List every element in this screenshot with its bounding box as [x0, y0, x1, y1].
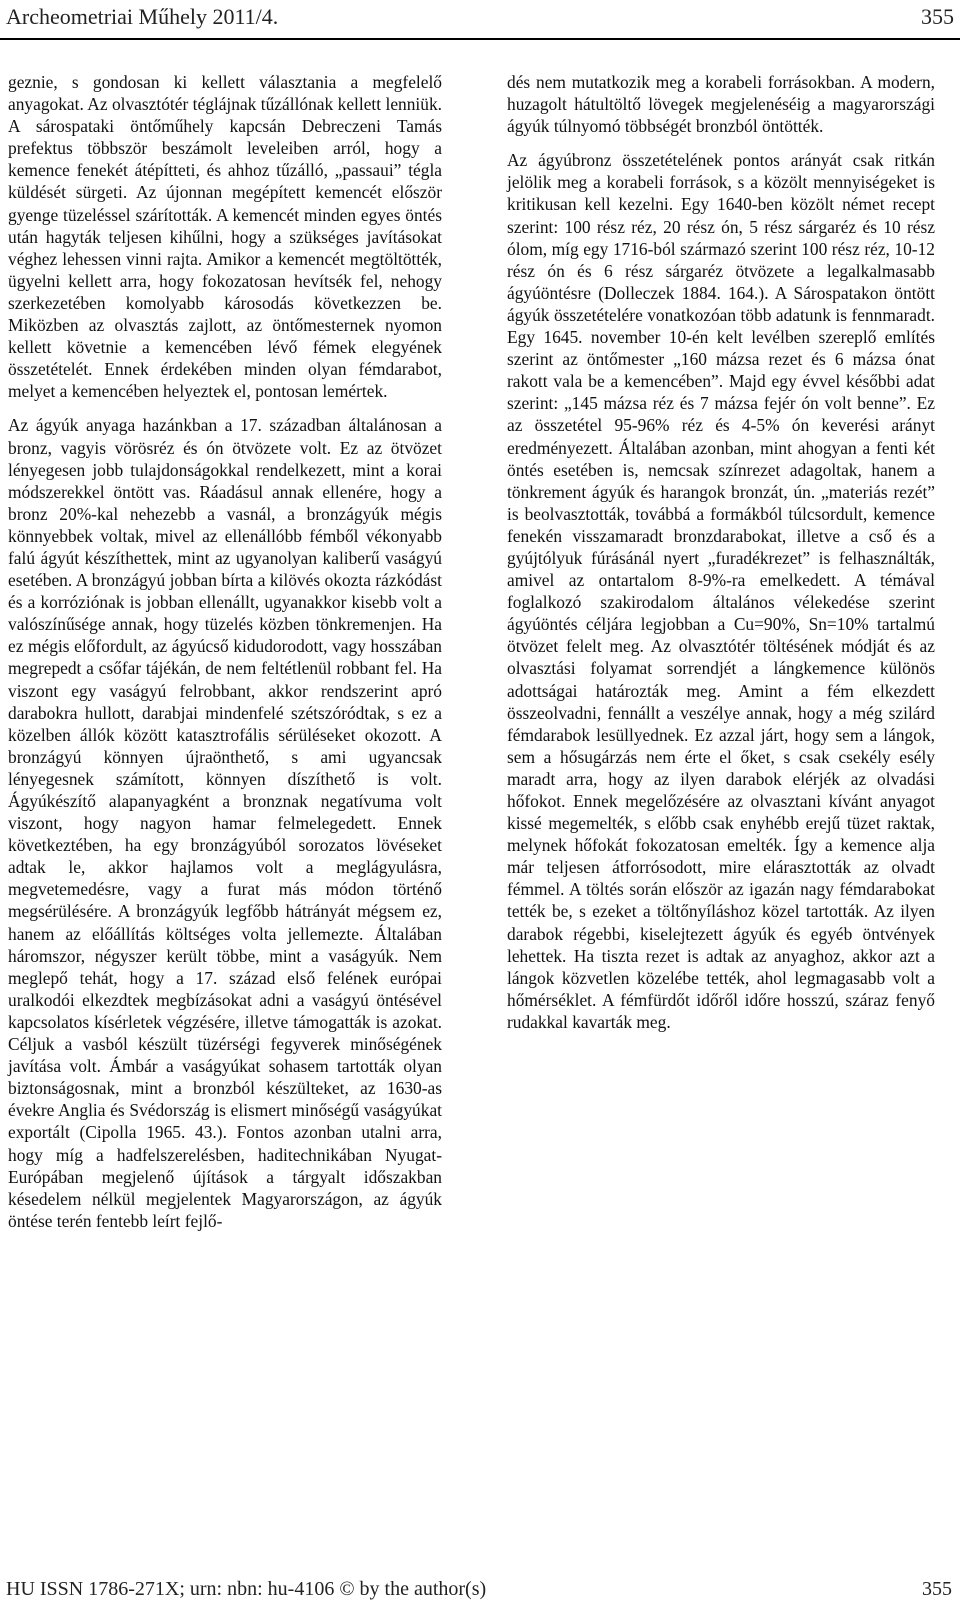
left-paragraph-2: Az ágyúk anyaga hazánkban a 17. században általánosan a bronz, vagyis vörösréz és ón ötvözete volt. Ez az ötvözet lényegesen jobb tulajdonságokkal rendelkezett, mint a korai módszerekkel öntött vas. Ráadásul annak ellenére, hogy a bronz 20%-kal nehezebb a vasnál, a bronzágyúk mégis könnyebbek voltak, mivel az ellenállóbb fémből vékonyabb falú ágyút készíthettek, mint az ugyanolyan kaliberű vaságyú esetében. A bronzágyú jobban bírta a kilövés okozta rázkódást és a korróziónak is jobban ellenállt, ugyanakkor kisebb volt a valószínűsége annak, hogy tüzelés közben tönkremenjen. Ha ez mégis előfordult, az ágyúcső kidudorodott, vagy hosszában megrepedt a csőfar tájékán, de nem feltétlenül robbant fel. Ha viszont egy vaságyú felrobbant, akkor rendszerint apró darabokra hullott, darabjai mindenfelé szétszóródtak, s ez a közelben állók között katasztrofális sérüléseket okozott. A bronzágyú könnyen újraönthető, s ami ugyancsak lényegesnek számított, könnyen díszíthető is volt. Ágyúkészítő alapanyagként a bronznak negatívuma volt viszont, hogy nagyon hamar felmelegedett. Ennek következtében, ha egy bronzágyúból sorozatos lövéseket adtak le, akkor hajlamos volt a meglágyulásra, megvetemedésre, vagy a furat más módon történő megsérülésére. A bronzágyúk legfőbb hátrányát mégsem ez, hanem az előállítás költséges volta jellemezte. Általában háromszor, négyszer került többe, mint a vaságyúk. Nem meglepő tehát, hogy a 17. század első felének európai uralkodói elkezdtek megbízásokat adni a vaságyú öntésével kapcsolatos kísérletek végzésére, illetve támogatták is azokat. Céljuk a vasból készült tüzérségi fegyverek minőségének javítása volt. Ámbár a vaságyúkat sohasem tartották olyan biztonságosnak, mint a bronzból készülteket, az 1630-as évekre Anglia és Svédország is elismert minőségű vaságyúkat exportált (Cipolla 1965. 43.). Fontos azonban utalni arra, hogy míg a hadfelszerelésben, haditechnikában Nyugat-Európában megjelenő újítások a tárgyalt időszakban késedelem nélkül megjelentek Magyarországon, az ágyúk öntése terén fentebb leírt fejlő- — [8, 415, 442, 1231]
header-page-number: 355 — [921, 4, 954, 29]
left-column — [8, 71, 442, 1244]
right-paragraph-2: Az ágyúbronz összetételének pontos arányát csak ritkán jelölik meg a korabeli források, s a közölt mennyiségeket is kritikusan kell kezelni. Egy 1640-ben közölt német recept szerint: 100 rész réz, 20 rész ón, 5 rész sárgaréz és 10 rész ólom, míg egy 1716-ból származó szerint 100 rész réz, 10-12 rész ón és 6 rész sárgaréz ötvözete a legalkalmasabb ágyúöntésre (Dolleczek 1884. 164.). A Sárospatakon öntött ágyúk összetételére vonatkozóan több adatunk is fennmaradt. Egy 1645. november 10-én kelt levélben szereplő említés szerint az öntőmester „160 mázsa rezet és 6 mázsa ónat rakott vala be a kemencében”. Majd egy évvel későbbi adat szerint: „145 mázsa réz és 7 mázsa fejér ón volt benne”. Ez az összetétel 95-96% réz és 4-5% ón keverési arányt eredményezett. Általában azonban, mint ahogyan a fenti két öntés esetében is, nemcsak színrezet adagoltak, hanem a tönkrement ágyúk és harangok bronzát, ún. „materiás rezét” is beolvasztották, továbbá a formákból túlcsordult, kemence fenekén visszamaradt bronzdarabokat, illetve a cső és a gyújtólyuk fúrásánál nyert „furadékrezet” is felhasználták, amivel az ontartalom 8-9%-ra emelkedett. A témával foglalkozó szakirodalom általános vélekedése szerint ágyúöntés céljára legjobban a Cu=90%, Sn=10% tartalmú ötvözet felelt meg. Az olvasztótér töltésének módját és az olvasztási folyamat sorrendjét a lángkemence különös adottságai határozták meg. Amint a fém elkezdett összeolvadni, fennállt a veszélye annak, hogy a még szilárd fémdarabok lesüllyednek. Ez azzal járt, hogy sem a lángok, sem a hősugárzás nem érte el őket, s csak csekély esély maradt arra, hogy az ilyen darabok elérjék az olvadási hőfokot. Ennek megelőzésére az olvasztani kívánt anyagot kissé megemelték, s előbb csak enyhébb erejű tüzet raktak, melynek hőfokát fokozatosan emelték. Így a kemence alja már teljesen átforrósodott, mire elárasztották az olvadt fémmel. A töltés során először az igazán nagy fémdarabokat tették be, s ezeket a töltőnyíláshoz közel tartották. Az ilyen darabok régebbi, kiselejtezett ágyúk és egyéb öntvények lehettek. Ha tiszta rezet is adtak az anyaghoz, akkor azt a lángok közvetlen közelébe tették, ahol legmagasabb volt a hőmérséklet. A fémfürdőt időről időre hosszú, száraz fenyő rudakkal kavarták meg. — [507, 150, 935, 1032]
right-paragraph-1: dés nem mutatkozik meg a korabeli forrásokban. A modern, huzagolt hátultöltő lövegek megjelenéséig a magyarországi ágyúk túlnyomó többségét bronzból öntötték. — [507, 72, 935, 137]
left-paragraph-1: geznie, s gondosan ki kellett választania a megfelelő anyagokat. Az olvasztótér téglájnak tűzállónak kellett lenniük. A sárospataki öntőműhely kapcsán Debreczeni Tamás prefektus többször beszámolt leveleiben arról, hogy a kemence fenekét átépítteti, és ahhoz tűzálló, „passaui” tégla küldését sürgeti. Az újonnan megépített kemencét először gyenge tüzeléssel szárították. A kemencét minden egyes öntés után hagyták teljesen kihűlni, hogy a szükséges javításokat véghez lehessen vinni rajta. Amikor a kemencét megtöltötték, ügyelni kellett arra, hogy fokozatosan hevítsék fel, nehogy szerkezetében komolyabb károsodás következzen be. Miközben az olvasztás zajlott, az öntőmesternek nyomon kellett követnie a kemencében lévő fémek elegyének összetételét. Ennek érdekében minden olyan fémdarabot, melyet a kemencében helyeztek el, pontosan lemértek. — [8, 72, 442, 402]
footer-page-number: 355 — [922, 1577, 952, 1600]
issn-line: HU ISSN 1786-271X; urn: nbn: hu-4106 © by the author(s) — [6, 1577, 487, 1600]
header-divider — [0, 38, 960, 40]
running-footer — [6, 1577, 952, 1601]
journal-title: Archeometriai Műhely 2011/4. — [6, 4, 279, 29]
right-column — [507, 71, 935, 1045]
running-header — [6, 0, 954, 34]
